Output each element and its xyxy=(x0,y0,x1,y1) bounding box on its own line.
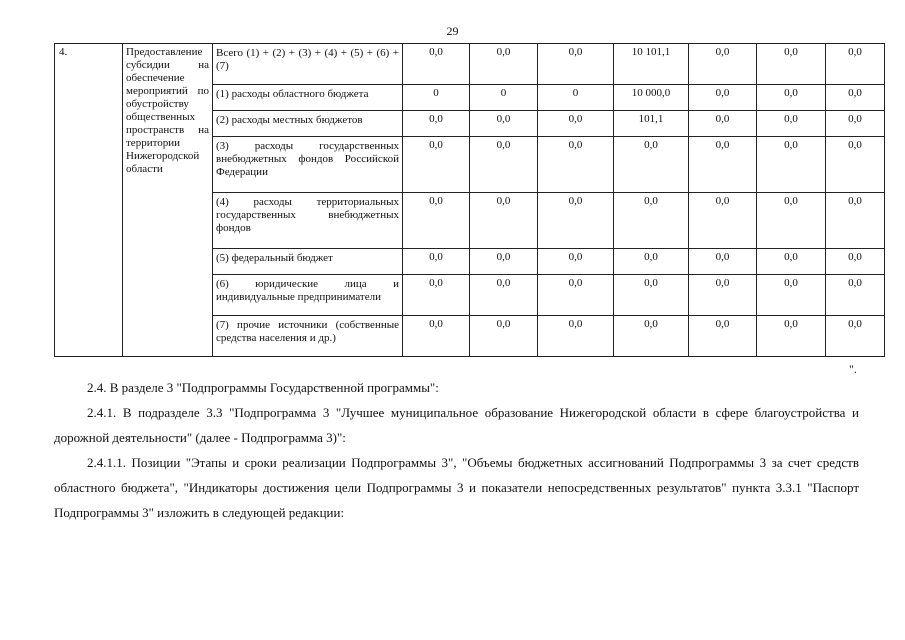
value-cell: 10 101,1 xyxy=(614,44,689,85)
value-cell: 0 xyxy=(470,85,538,111)
value-cell: 0,0 xyxy=(538,193,614,249)
paragraph-passport-positions: 2.4.1.1. Позиции "Этапы и сроки реализации Подпрограммы 3", "Объемы бюджетных ассигнований Подпрограммы 3 за счет средств областного бюджета", "Индикаторы достижения цели Подпрограммы 3 и показатели непосредственных результатов" пункта 3.3.1 "Паспорт Подпрограммы 3" изложить в следующей редакции: xyxy=(54,455,859,520)
value-cell: 0,0 xyxy=(826,193,885,249)
paragraph-subsection-3-3: 2.4.1. В подразделе 3.3 "Подпрограмма 3 "Лучшее муниципальное образование Нижегородской области в сфере благоустройства и дорожной деятельности" (далее - Подпрограмма 3)": xyxy=(54,405,859,445)
value-cell: 0,0 xyxy=(689,316,757,357)
funding-source-cell: (6) юридические лица и индивидуальные предприниматели xyxy=(213,275,403,316)
value-cell: 0,0 xyxy=(757,85,826,111)
value-cell: 0,0 xyxy=(470,249,538,275)
funding-source-cell: (1) расходы областного бюджета xyxy=(213,85,403,111)
item-description-cell: Предоставление субсидии на обеспечение мероприятий по обустройству общественных пространств на территории Нижегородской области xyxy=(123,44,213,357)
value-cell: 0,0 xyxy=(826,111,885,137)
page-number: 29 xyxy=(446,24,459,38)
value-cell: 0,0 xyxy=(614,193,689,249)
value-cell: 0,0 xyxy=(826,275,885,316)
value-cell: 0,0 xyxy=(757,275,826,316)
value-cell: 0,0 xyxy=(757,316,826,357)
value-cell: 0,0 xyxy=(614,137,689,193)
funding-source-cell: (5) федеральный бюджет xyxy=(213,249,403,275)
value-cell: 0,0 xyxy=(757,193,826,249)
value-cell: 0,0 xyxy=(689,193,757,249)
value-cell: 0 xyxy=(403,85,470,111)
funding-source-cell: (4) расходы территориальных государственных внебюджетных фондов xyxy=(213,193,403,249)
funding-source-cell: Всего (1) + (2) + (3) + (4) + (5) + (6) + (7) xyxy=(213,44,403,85)
value-cell: 0,0 xyxy=(689,137,757,193)
value-cell: 0 xyxy=(538,85,614,111)
row-number-cell: 4. xyxy=(55,44,123,357)
value-cell: 0,0 xyxy=(403,193,470,249)
value-cell: 0,0 xyxy=(757,137,826,193)
value-cell: 0,0 xyxy=(538,275,614,316)
funding-source-cell: (3) расходы государственных внебюджетных фондов Российской Федерации xyxy=(213,137,403,193)
value-cell: 10 000,0 xyxy=(614,85,689,111)
funding-source-cell: (7) прочие источники (собственные средства населения и др.) xyxy=(213,316,403,357)
value-cell: 0,0 xyxy=(614,316,689,357)
value-cell: 0,0 xyxy=(826,137,885,193)
value-cell: 0,0 xyxy=(689,111,757,137)
value-cell: 0,0 xyxy=(470,44,538,85)
table-row xyxy=(55,44,885,85)
value-cell: 0,0 xyxy=(403,275,470,316)
value-cell: 0,0 xyxy=(538,137,614,193)
paragraph-section-3: 2.4. В разделе 3 "Подпрограммы Государственной программы": xyxy=(87,380,439,395)
value-cell: 0,0 xyxy=(689,249,757,275)
value-cell: 0,0 xyxy=(470,316,538,357)
value-cell: 0,0 xyxy=(470,111,538,137)
value-cell: 0,0 xyxy=(470,193,538,249)
value-cell: 0,0 xyxy=(689,275,757,316)
value-cell: 0,0 xyxy=(470,137,538,193)
budget-table xyxy=(54,43,885,357)
value-cell: 0,0 xyxy=(403,316,470,357)
value-cell: 101,1 xyxy=(614,111,689,137)
value-cell: 0,0 xyxy=(826,249,885,275)
value-cell: 0,0 xyxy=(826,316,885,357)
value-cell: 0,0 xyxy=(403,137,470,193)
value-cell: 0,0 xyxy=(757,111,826,137)
value-cell: 0,0 xyxy=(538,111,614,137)
value-cell: 0,0 xyxy=(538,249,614,275)
value-cell: 0,0 xyxy=(614,275,689,316)
closing-quote: ". xyxy=(849,362,857,376)
value-cell: 0,0 xyxy=(403,44,470,85)
value-cell: 0,0 xyxy=(689,44,757,85)
value-cell: 0,0 xyxy=(538,44,614,85)
value-cell: 0,0 xyxy=(470,275,538,316)
value-cell: 0,0 xyxy=(614,249,689,275)
value-cell: 0,0 xyxy=(826,44,885,85)
value-cell: 0,0 xyxy=(538,316,614,357)
value-cell: 0,0 xyxy=(403,249,470,275)
value-cell: 0,0 xyxy=(757,44,826,85)
funding-source-cell: (2) расходы местных бюджетов xyxy=(213,111,403,137)
value-cell: 0,0 xyxy=(689,85,757,111)
value-cell: 0,0 xyxy=(757,249,826,275)
value-cell: 0,0 xyxy=(403,111,470,137)
value-cell: 0,0 xyxy=(826,85,885,111)
